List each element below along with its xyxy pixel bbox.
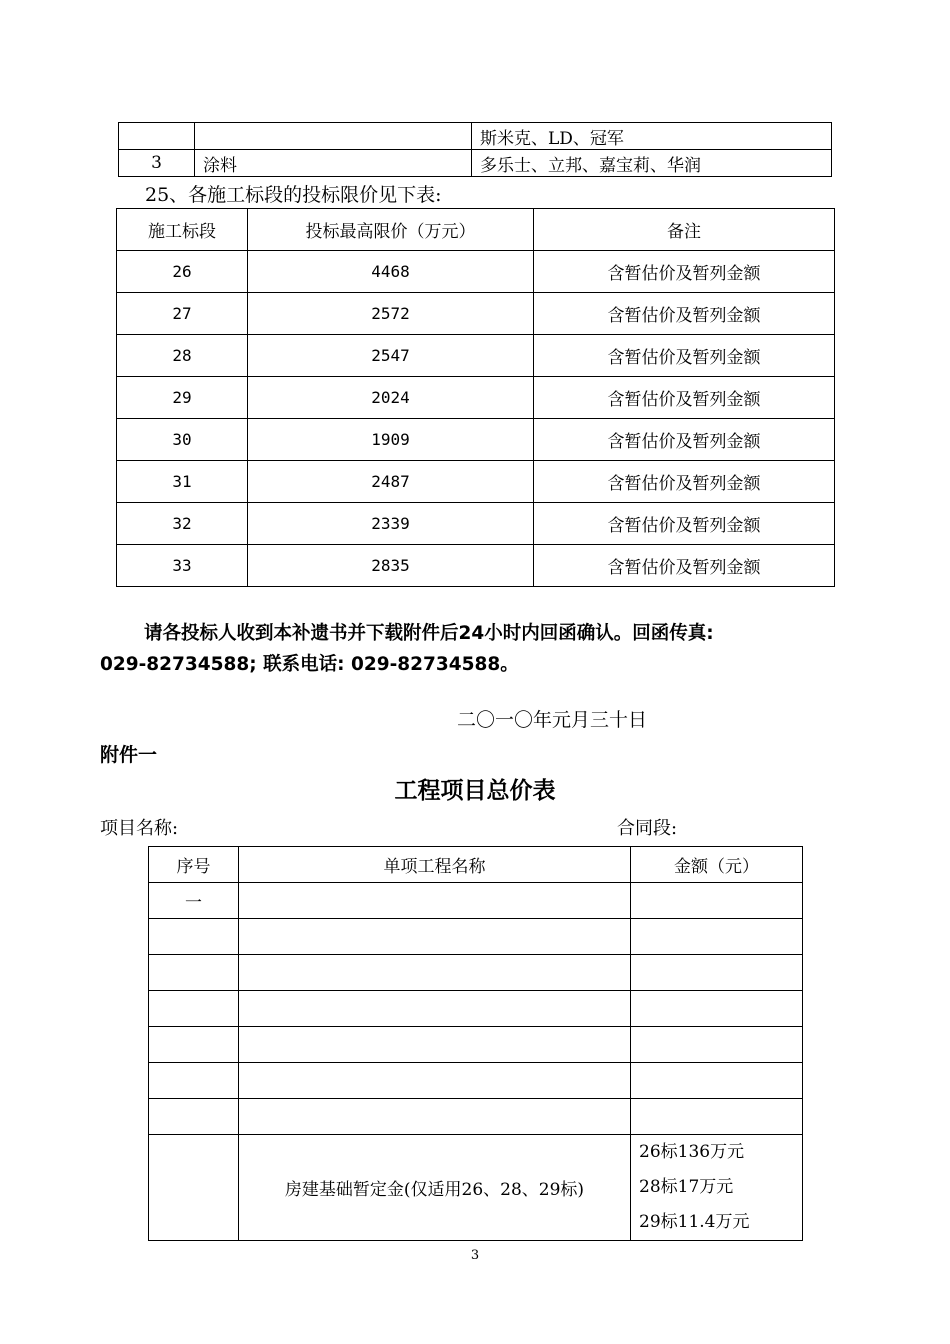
table-row (117, 419, 835, 461)
row-amount (631, 991, 803, 1027)
summary-price-table (148, 846, 803, 1241)
row-no (149, 919, 239, 955)
row-name (239, 1099, 631, 1135)
limit-cell: 2547 (248, 335, 534, 377)
page-number: 3 (470, 1248, 480, 1263)
bid-limit-table (116, 208, 835, 587)
limit-cell: 2024 (248, 377, 534, 419)
summary-title: 工程项目总价表 (394, 778, 556, 804)
table-row (149, 1027, 803, 1063)
note-cell: 含暂估价及暂列金额 (534, 293, 835, 335)
row-no (149, 991, 239, 1027)
header-amount: 金额（元） (631, 847, 803, 883)
row-name: 房建基础暂定金(仅适用26、28、29标) (239, 1135, 631, 1241)
row-name (239, 883, 631, 919)
row-amount (631, 1063, 803, 1099)
note-cell: 含暂估价及暂列金额 (534, 545, 835, 587)
segment-cell: 32 (117, 503, 248, 545)
attachment-label: 附件一 (100, 744, 158, 766)
row-amount (631, 1027, 803, 1063)
row-no (149, 1135, 239, 1241)
notice-line-1: 请各投标人收到本补遗书并下载附件后24小时内回函确认。回函传真: (144, 623, 714, 644)
segment-cell: 31 (117, 461, 248, 503)
note-cell: 含暂估价及暂列金额 (534, 377, 835, 419)
row-no (119, 123, 195, 150)
table-row (149, 919, 803, 955)
header-no: 序号 (149, 847, 239, 883)
limit-cell: 2339 (248, 503, 534, 545)
row-no (149, 1063, 239, 1099)
segment-cell: 29 (117, 377, 248, 419)
limit-cell: 4468 (248, 251, 534, 293)
row-amount (631, 1099, 803, 1135)
row-amount (631, 919, 803, 955)
materials-table (118, 122, 832, 177)
amount-line: 26标136万元 (639, 1142, 745, 1162)
row-no: 一 (149, 883, 239, 919)
header-note: 备注 (534, 209, 835, 251)
table-row (149, 1099, 803, 1135)
table-row (149, 1063, 803, 1099)
table-row (119, 123, 832, 150)
header-item-name: 单项工程名称 (239, 847, 631, 883)
table-header-row (149, 847, 803, 883)
row-no (149, 955, 239, 991)
table-row (117, 461, 835, 503)
amount-line: 29标11.4万元 (639, 1212, 750, 1232)
row-no (149, 1027, 239, 1063)
row-amount (631, 955, 803, 991)
table-header-row (117, 209, 835, 251)
segment-cell: 27 (117, 293, 248, 335)
note-cell: 含暂估价及暂列金额 (534, 419, 835, 461)
segment-cell: 33 (117, 545, 248, 587)
limit-cell: 2487 (248, 461, 534, 503)
contract-segment-label: 合同段: (617, 818, 678, 839)
row-name (239, 919, 631, 955)
row-item: 涂料 (195, 150, 472, 177)
table-row (149, 883, 803, 919)
limit-cell: 1909 (248, 419, 534, 461)
row-amount (631, 1135, 803, 1241)
note-cell: 含暂估价及暂列金额 (534, 461, 835, 503)
table-row (117, 377, 835, 419)
table-row (117, 335, 835, 377)
note-cell: 含暂估价及暂列金额 (534, 335, 835, 377)
row-name (239, 1027, 631, 1063)
table-row (117, 503, 835, 545)
segment-cell: 28 (117, 335, 248, 377)
table-row (149, 955, 803, 991)
table-row (117, 545, 835, 587)
header-segment: 施工标段 (117, 209, 248, 251)
section-25-title: 25、各施工标段的投标限价见下表: (145, 184, 442, 206)
limit-cell: 2835 (248, 545, 534, 587)
note-cell: 含暂估价及暂列金额 (534, 251, 835, 293)
limit-cell: 2572 (248, 293, 534, 335)
table-row (117, 293, 835, 335)
table-row (119, 150, 832, 177)
note-cell: 含暂估价及暂列金额 (534, 503, 835, 545)
row-no (149, 1099, 239, 1135)
row-item (195, 123, 472, 150)
segment-cell: 26 (117, 251, 248, 293)
row-name (239, 991, 631, 1027)
row-no: 3 (119, 150, 195, 177)
row-name (239, 955, 631, 991)
amount-line: 28标17万元 (639, 1177, 734, 1197)
table-row (149, 1135, 803, 1241)
segment-cell: 30 (117, 419, 248, 461)
header-limit: 投标最高限价（万元） (248, 209, 534, 251)
table-row (149, 991, 803, 1027)
table-row (117, 251, 835, 293)
issue-date: 二〇一〇年元月三十日 (457, 709, 648, 731)
notice-line-2: 029-82734588; 联系电话: 029-82734588。 (100, 654, 519, 675)
project-name-label: 项目名称: (100, 818, 179, 839)
row-brands: 多乐士、立邦、嘉宝莉、华润 (472, 150, 832, 177)
notice-paragraph (100, 618, 840, 680)
row-amount (631, 883, 803, 919)
row-brands: 斯米克、LD、冠军 (472, 123, 832, 150)
row-name (239, 1063, 631, 1099)
